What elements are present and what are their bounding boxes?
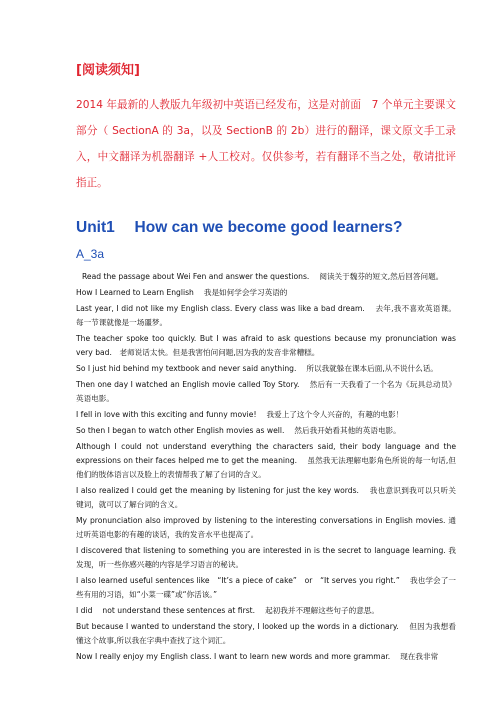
passage-paragraph: I also realized I could get the meaning by listening for just the key words. 我也意识到我可以只听关键词，就可以了解台词的含义。: [76, 486, 456, 509]
section-label: A_3a: [76, 247, 105, 261]
passage-paragraph: Read the passage about Wei Fen and answer the questions. 阅读关于魏芬的短文,然后回答问题。: [82, 272, 444, 281]
passage-paragraph: How I Learned to Learn English 我是如何学会学习英语的: [76, 288, 288, 297]
passage-paragraph: My pronunciation also improved by listening to the interesting conversations in English movies. 通过听英语电影的有趣的谈话，我的发音水平也提高了。: [76, 516, 456, 539]
passage-paragraph: Last year, I did not like my English class. Every class was like a bad dream. 去年,我不喜欢英语课。每一节课就像是一场噩梦。: [76, 304, 456, 327]
passage-paragraph: I also learned useful sentences like “It’s a piece of cake” or “It serves you right.” 我也学会了一些有用的习语，如“小菜一碟”或“你活该。”: [76, 576, 456, 599]
notice-body: 2014 年最新的人教版九年级初中英语已经发布，这是对前面 7 个单元主要课文部分（ SectionA 的 3a，以及 SectionB 的 2b）进行的翻译，课文原文手工录入，中文翻译为机器翻译 +人工校对。仅供参考，若有翻译不当之处，敬请批评指正。: [76, 99, 456, 189]
passage-paragraph: But because I wanted to understand the story, I looked up the words in a dictionary. 但因为我想看懂这个故事,所以我在字典中查找了这个词汇。: [76, 622, 456, 645]
passage-paragraph: So I just hid behind my textbook and never said anything. 所以我就躲在课本后面,从不说什么话。: [76, 364, 438, 373]
passage-paragraph: Although I could not understand everything the characters said, their body language and the expressions on their faces helped me to get the meaning. 虽然我无法理解电影角色所说的每一句话,但他们的肢体语言以及脸上的表情帮我了解了台词的含义。: [76, 442, 456, 479]
passage-paragraph: Now I really enjoy my English class. I want to learn new words and more grammar. 现在我非常: [76, 652, 439, 661]
passage-paragraph: Then one day I watched an English movie called Toy Story. 然后有一天我看了一个名为《玩具总动员》英语电影。: [76, 380, 456, 403]
passage-paragraph: So then I began to watch other English movies as well. 然后我开始看其他的英语电影。: [76, 426, 401, 435]
passage-paragraph: I fell in love with this exciting and funny movie! 我爱上了这个令人兴奋的，有趣的电影！: [76, 410, 404, 419]
passage-paragraph: I discovered that listening to something you are interested in is the secret to language learning. 我发现，听一些你感兴趣的内容是学习语言的秘诀。: [76, 546, 456, 569]
unit-title: Unit1 How can we become good learners?: [76, 219, 403, 236]
passage: [76, 270, 456, 664]
notice-title: [阅读须知]: [76, 63, 140, 78]
passage-paragraph: The teacher spoke too quickly. But I was afraid to ask questions because my pronunciation was very bad. 老师说话太快。但是我害怕问问题,因为我的发音非常糟糕。: [76, 334, 456, 357]
passage-paragraph: I did not understand these sentences at first. 起初我并不理解这些句子的意思。: [76, 606, 379, 615]
